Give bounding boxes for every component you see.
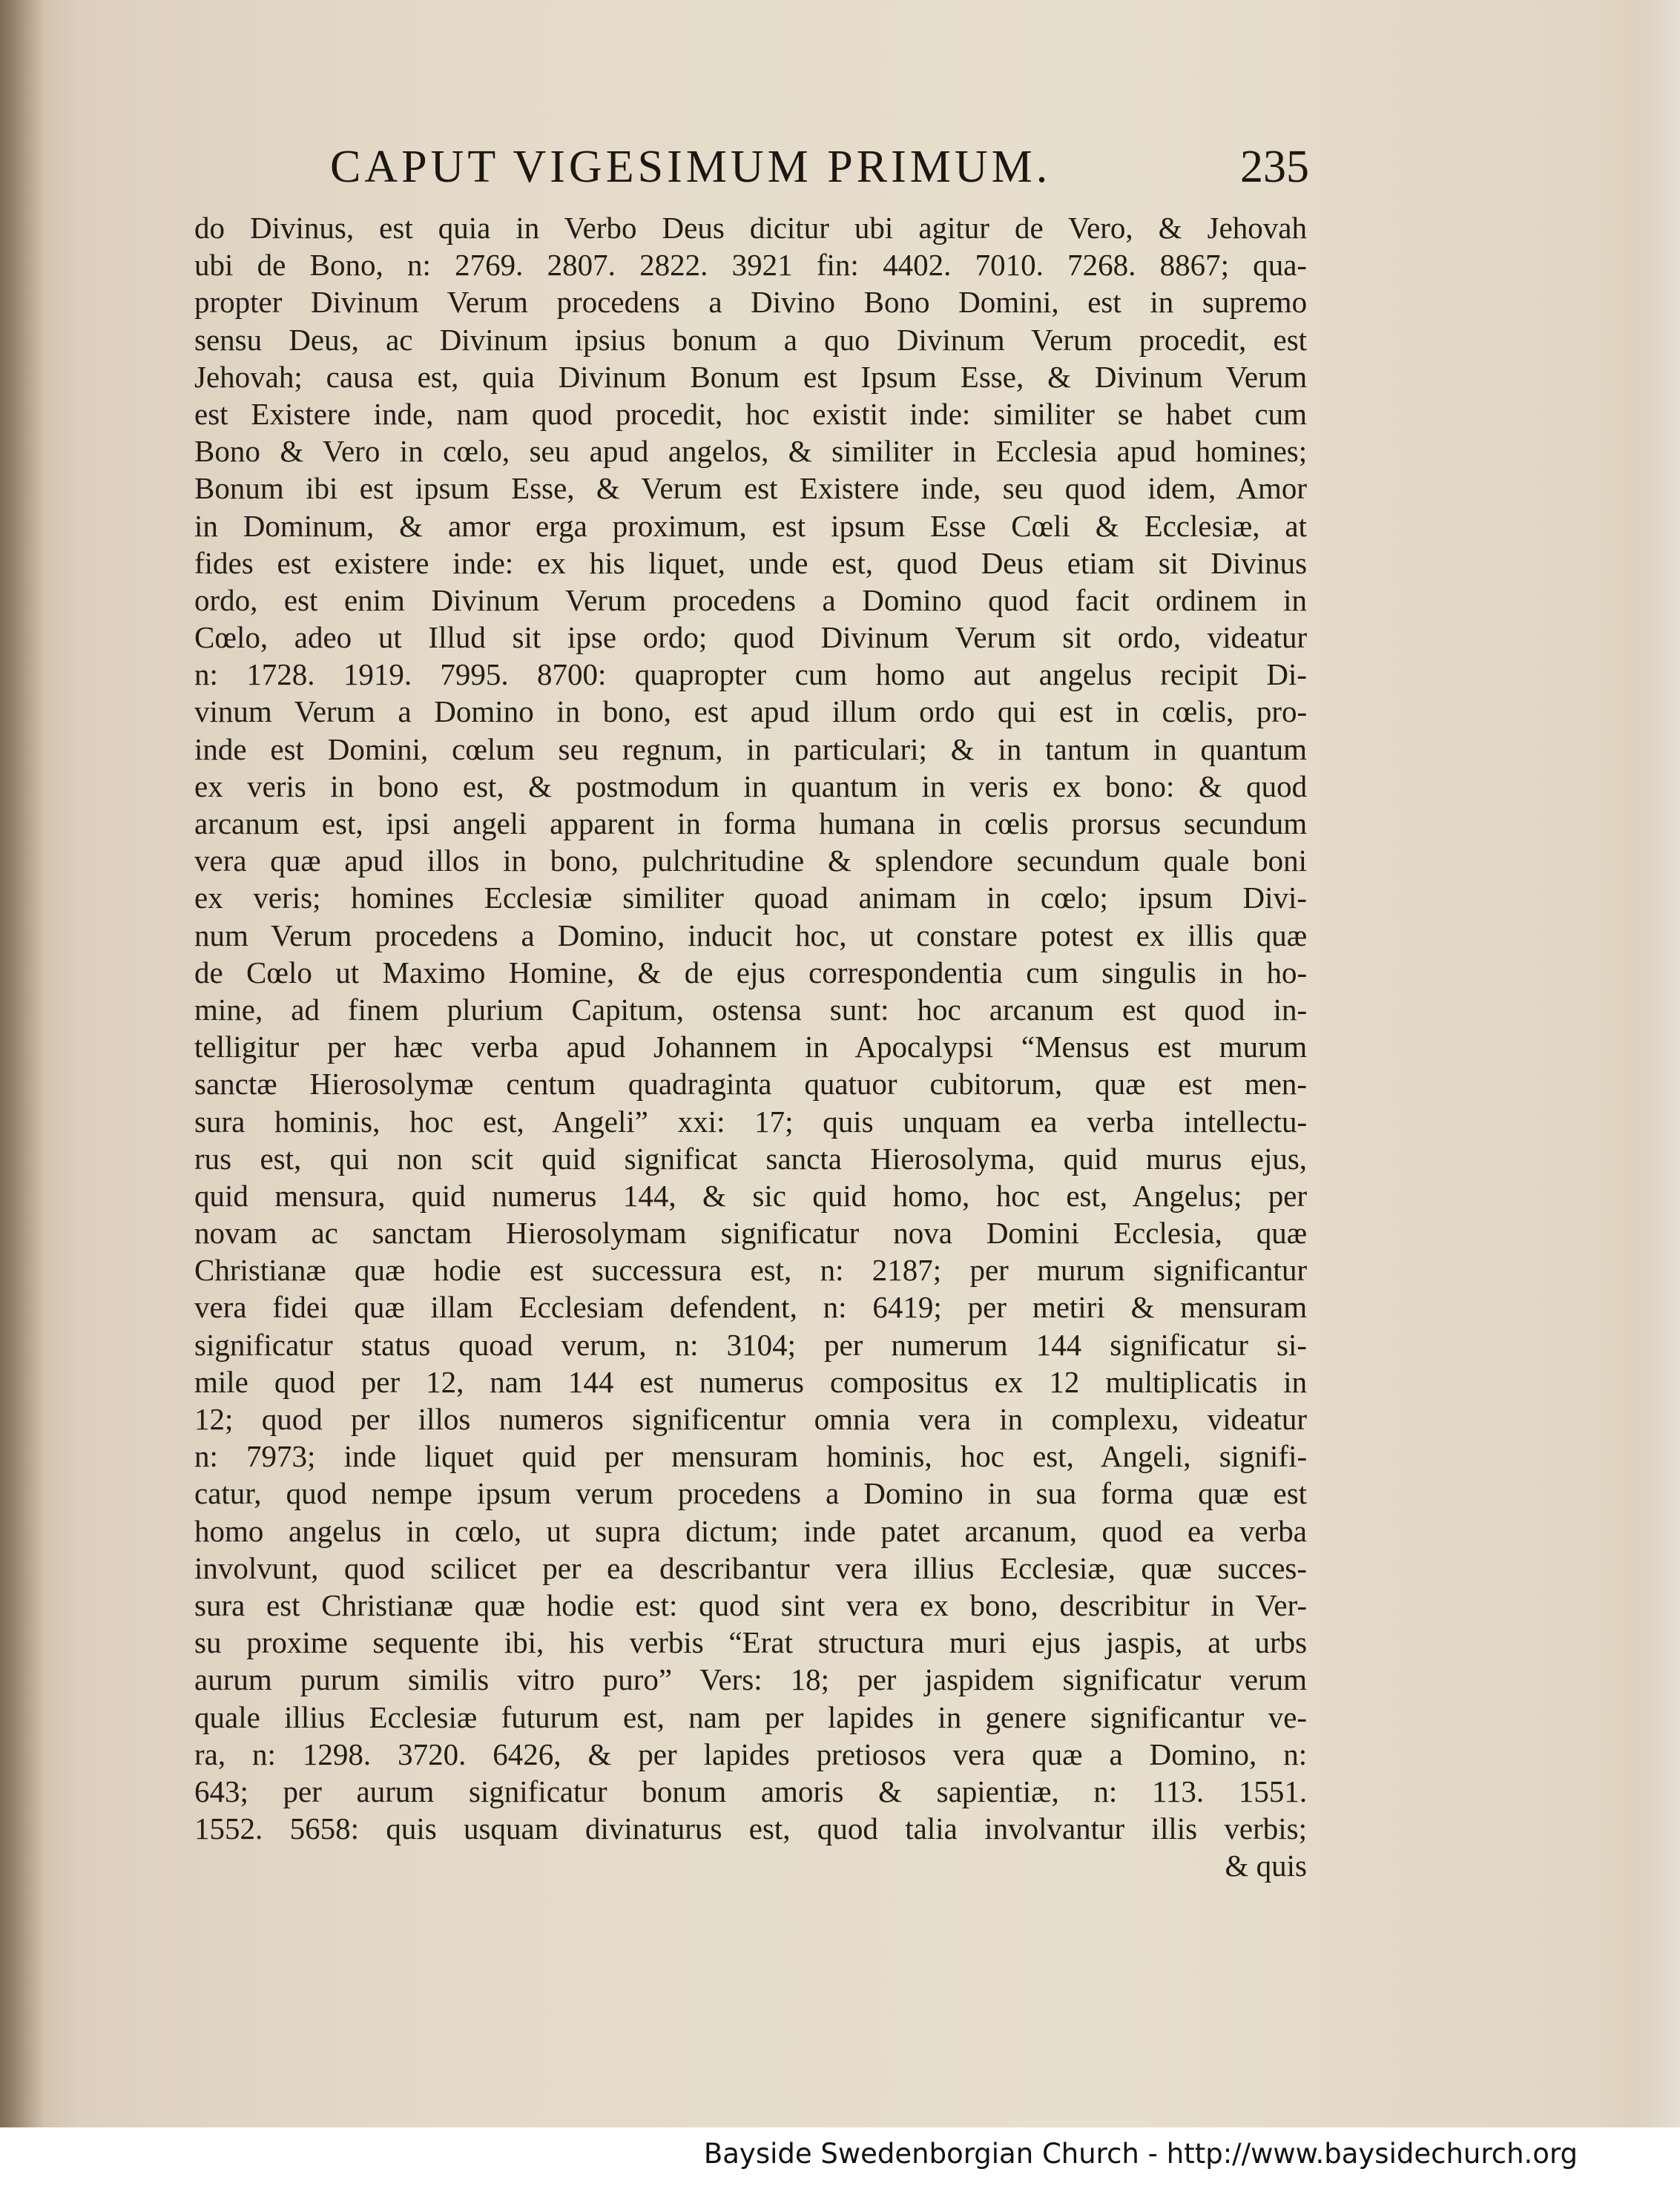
text-line: sura hominis, hoc est, Angeli” xxi: 17; quis unquam ea verba intellectu- bbox=[194, 1104, 1307, 1139]
text-line: mile quod per 12, nam 144 est numerus compositus ex 12 multiplicatis in bbox=[194, 1364, 1307, 1399]
text-line: in Dominum, & amor erga proximum, est ipsum Esse Cœli & Ecclesiæ, at bbox=[194, 508, 1307, 543]
text-line: ubi de Bono, n: 2769. 2807. 2822. 3921 fin: 4402. 7010. 7268. 8867; qua- bbox=[194, 248, 1307, 283]
text-line: propter Divinum Verum procedens a Divino Bono Domini, est in supremo bbox=[194, 285, 1307, 320]
text-line: ex veris in bono est, & postmodum in quantum in veris ex bono: & quod bbox=[194, 768, 1307, 803]
running-head: CAPUT VIGESIMUM PRIMUM. bbox=[330, 142, 1052, 192]
text-line: 12; quod per illos numeros significentur omnia vera in complexu, videatur bbox=[194, 1402, 1307, 1436]
text-line: sanctæ Hierosolymæ centum quadraginta quatuor cubitorum, quæ est men- bbox=[194, 1067, 1307, 1102]
catchword: & quis bbox=[1225, 1848, 1307, 1883]
text-line: involvunt, quod scilicet per ea describantur vera illius Ecclesiæ, quæ succes- bbox=[194, 1550, 1307, 1585]
text-line: Christianæ quæ hodie est successura est, n: 2187; per murum significantur bbox=[194, 1253, 1307, 1288]
text-line: fides est existere inde: ex his liquet, unde est, quod Deus etiam sit Divinus bbox=[194, 545, 1307, 580]
text-line: significatur status quoad verum, n: 3104; per numerum 144 significatur si- bbox=[194, 1327, 1307, 1362]
text-line: vera fidei quæ illam Ecclesiam defendent, n: 6419; per metiri & mensuram bbox=[194, 1290, 1307, 1325]
text-line: su proxime sequente ibi, his verbis “Erat structura muri ejus jaspis, at urbs bbox=[194, 1625, 1307, 1660]
text-line: aurum purum similis vitro puro” Vers: 18; per jaspidem significatur verum bbox=[194, 1662, 1307, 1697]
text-line: est Existere inde, nam quod procedit, hoc existit inde: similiter se habet cum bbox=[194, 396, 1307, 431]
page-number: 235 bbox=[1240, 142, 1309, 192]
text-line: arcanum est, ipsi angeli apparent in forma humana in cœlis prorsus secundum bbox=[194, 806, 1307, 840]
text-line: sura est Christianæ quæ hodie est: quod sint vera ex bono, describitur in Ver- bbox=[194, 1587, 1307, 1622]
text-line: vinum Verum a Domino in bono, est apud illum ordo qui est in cœlis, pro- bbox=[194, 694, 1307, 729]
text-line: quale illius Ecclesiæ futurum est, nam per lapides in genere significantur ve- bbox=[194, 1699, 1307, 1734]
text-line: catur, quod nempe ipsum verum procedens a Domino in sua forma quæ est bbox=[194, 1476, 1307, 1511]
text-line: 643; per aurum significatur bonum amoris & sapientiæ, n: 113. 1551. bbox=[194, 1774, 1307, 1808]
text-line: sensu Deus, ac Divinum ipsius bonum a quo Divinum Verum procedit, est bbox=[194, 322, 1307, 357]
text-line: Cœlo, adeo ut Illud sit ipse ordo; quod Divinum Verum sit ordo, videatur bbox=[194, 620, 1307, 655]
text-line: ordo, est enim Divinum Verum procedens a Domino quod facit ordinem in bbox=[194, 582, 1307, 617]
text-line: num Verum procedens a Domino, inducit hoc, ut constare potest ex illis quæ bbox=[194, 918, 1307, 952]
footer-credit: Bayside Swedenborgian Church - http://www.baysidechurch.org bbox=[703, 2138, 1578, 2170]
page-edge bbox=[1635, 0, 1680, 2209]
text-line: inde est Domini, cœlum seu regnum, in particulari; & in tantum in quantum bbox=[194, 731, 1307, 766]
text-line: novam ac sanctam Hierosolymam significatur nova Domini Ecclesia, quæ bbox=[194, 1216, 1307, 1251]
text-line: Jehovah; causa est, quia Divinum Bonum est Ipsum Esse, & Divinum Verum bbox=[194, 359, 1307, 394]
text-line: do Divinus, est quia in Verbo Deus dicitur ubi agitur de Vero, & Jehovah bbox=[194, 211, 1307, 245]
text-line: n: 7973; inde liquet quid per mensuram hominis, hoc est, Angeli, signifi- bbox=[194, 1439, 1307, 1474]
text-line: ra, n: 1298. 3720. 6426, & per lapides pretiosos vera quæ a Domino, n: bbox=[194, 1736, 1307, 1771]
text-line: ex veris; homines Ecclesiæ similiter quoad animam in cœlo; ipsum Divi- bbox=[194, 880, 1307, 915]
text-line: mine, ad finem plurium Capitum, ostensa sunt: hoc arcanum est quod in- bbox=[194, 992, 1307, 1027]
body-text bbox=[194, 209, 1307, 1884]
text-line: Bono & Vero in cœlo, seu apud angelos, & similiter in Ecclesia apud homines; bbox=[194, 434, 1307, 469]
text-line: vera quæ apud illos in bono, pulchritudine & splendore secundum quale boni bbox=[194, 843, 1307, 878]
text-line: de Cœlo ut Maximo Homine, & de ejus correspondentia cum singulis in ho- bbox=[194, 955, 1307, 990]
text-line: homo angelus in cœlo, ut supra dictum; inde patet arcanum, quod ea verba bbox=[194, 1513, 1307, 1548]
footer-strip bbox=[0, 2127, 1680, 2209]
text-line: n: 1728. 1919. 7995. 8700: quapropter cum homo aut angelus recipit Di- bbox=[194, 657, 1307, 692]
page-header bbox=[330, 141, 1309, 200]
text-line: quid mensura, quid numerus 144, & sic quid homo, hoc est, Angelus; per bbox=[194, 1178, 1307, 1213]
text-line: Bonum ibi est ipsum Esse, & Verum est Existere inde, seu quod idem, Amor bbox=[194, 471, 1307, 506]
text-line: 1552. 5658: quis usquam divinaturus est, quod talia involvantur illis verbis; bbox=[194, 1811, 1307, 1846]
text-line: rus est, qui non scit quid significat sancta Hierosolyma, quid murus ejus, bbox=[194, 1141, 1307, 1176]
text-line: telligitur per hæc verba apud Johannem in Apocalypsi “Mensus est murum bbox=[194, 1030, 1307, 1064]
spine-shadow bbox=[0, 0, 45, 2209]
